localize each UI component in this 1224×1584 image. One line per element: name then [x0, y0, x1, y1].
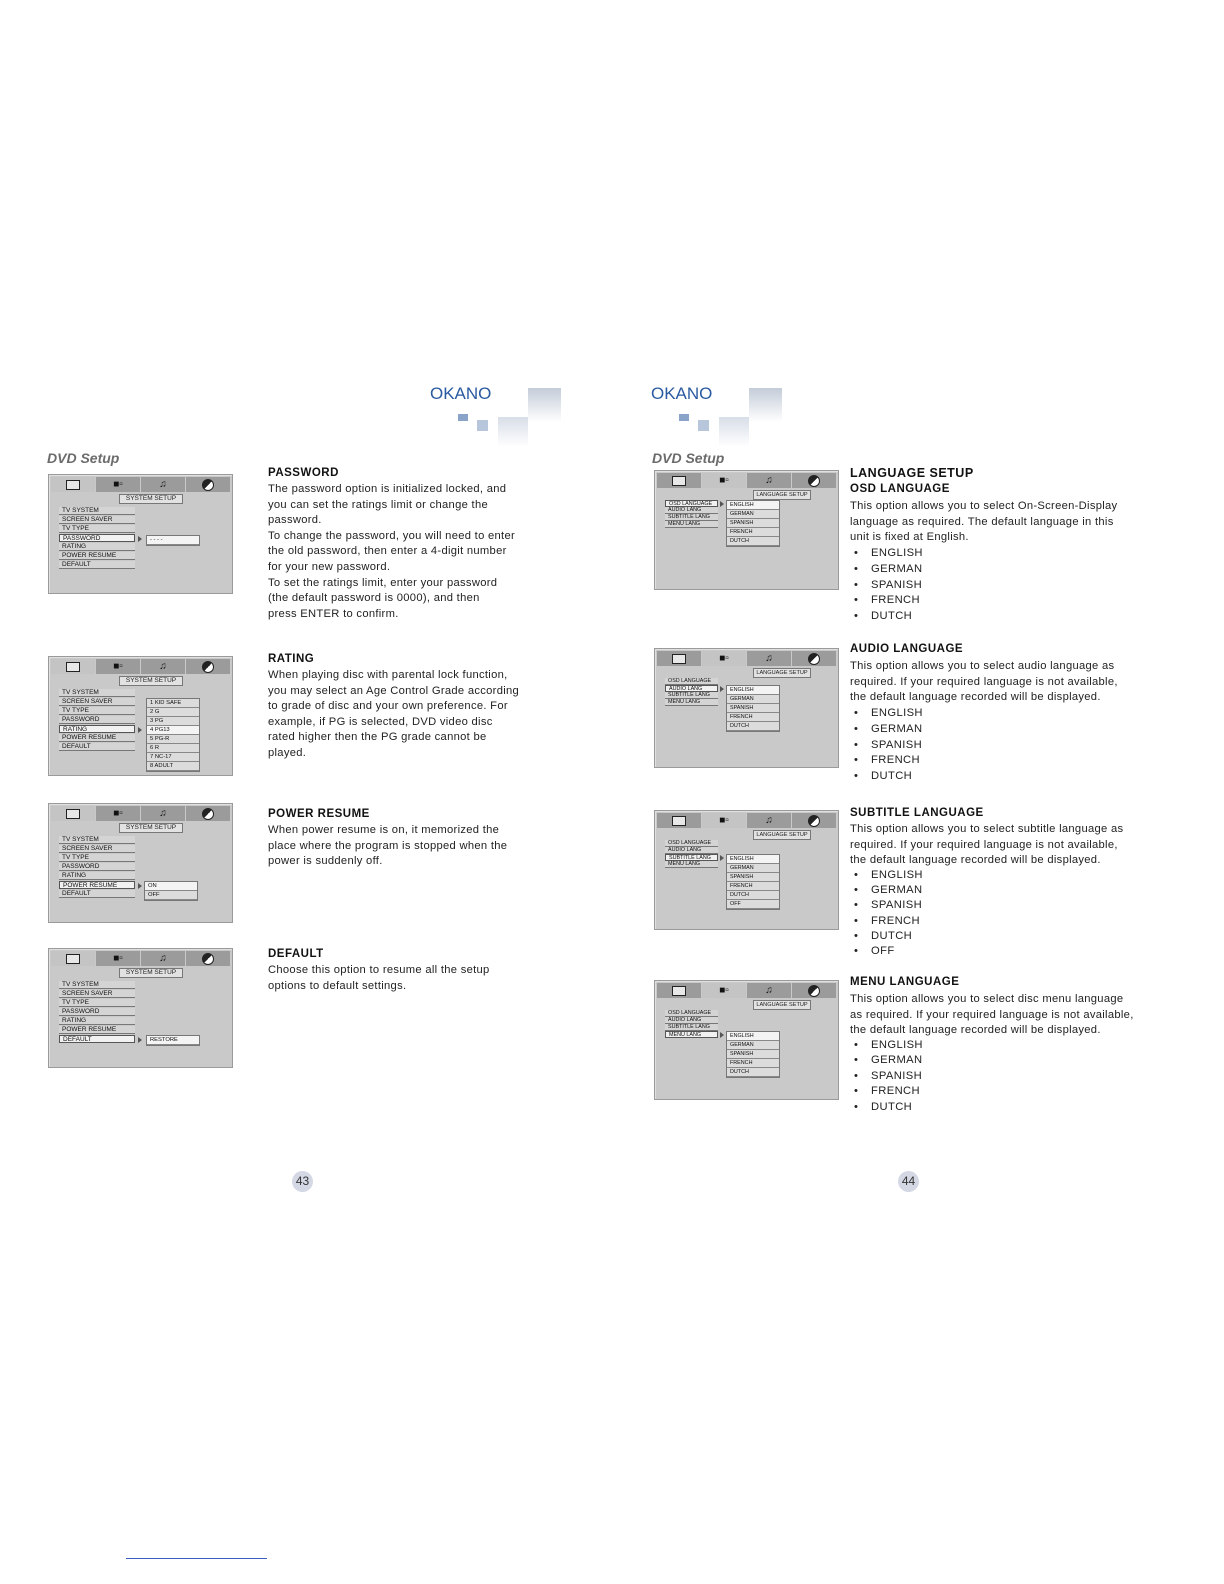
option: 1 KID SAFE: [147, 699, 199, 708]
text-line: To set the ratings limit, enter your password: [268, 576, 498, 589]
power-resume-text: [268, 823, 558, 870]
text-line: options to default settings.: [268, 979, 407, 992]
logo-square: [698, 420, 709, 431]
language-options: [726, 1031, 780, 1078]
tab-video: [186, 806, 230, 821]
menu-title: SYSTEM SETUP: [119, 494, 183, 504]
screen-tabs: [657, 813, 836, 828]
option: FRENCH: [727, 713, 779, 722]
password-field: [146, 535, 200, 546]
option: 3 PG: [147, 717, 199, 726]
music-icon: ♫: [765, 814, 773, 826]
section-title-right: DVD Setup: [652, 450, 725, 466]
tab-audio: [747, 651, 792, 666]
screen-audio-language: [654, 648, 839, 768]
list-item: • GERMAN: [850, 883, 923, 898]
menu-item: TV SYSTEM: [59, 981, 135, 989]
contrast-icon: [202, 808, 214, 820]
list-item: • FRENCH: [850, 1084, 923, 1099]
list-item: • SPANISH: [850, 1069, 923, 1084]
logo-square: [679, 414, 689, 421]
text-line: power is suddenly off.: [268, 855, 383, 868]
menu-item: MENU LANG: [665, 521, 718, 528]
logo-square: [498, 417, 528, 447]
screen-tabs: [51, 477, 230, 492]
tab-audio: [141, 477, 186, 492]
tv-icon: [672, 816, 686, 826]
contrast-icon: [202, 953, 214, 965]
list-item: • DUTCH: [850, 769, 923, 785]
menu-text: [850, 992, 1200, 1039]
menu-item: DEFAULT: [59, 561, 135, 569]
tab-audio: [747, 983, 792, 998]
page-number-right: 44: [898, 1171, 919, 1192]
heading-default: DEFAULT: [268, 948, 324, 960]
menu-item: TV TYPE: [59, 525, 135, 533]
list-item: • FRENCH: [850, 593, 923, 609]
text-line: When power resume is on, it memorized the: [268, 824, 500, 836]
menu-title: SYSTEM SETUP: [119, 968, 183, 978]
menu-item: SCREEN SAVER: [59, 990, 135, 998]
menu-item: OSD LANGUAGE: [665, 500, 718, 507]
heading-osd-language: OSD LANGUAGE: [850, 483, 950, 495]
menu-item: DEFAULT: [59, 1035, 135, 1043]
text-line: to grade of disc and your own preference. For: [268, 700, 508, 713]
menu-item: RATING: [59, 725, 135, 733]
screen-tabs: [657, 473, 836, 488]
menu-item: MENU LANG: [665, 699, 718, 706]
tab-audio: [747, 473, 792, 488]
list-item: • ENGLISH: [850, 1038, 923, 1053]
tab-language: [702, 651, 747, 666]
logo-square: [458, 414, 468, 421]
tab-language: [96, 659, 141, 674]
logo-square: [749, 388, 782, 422]
selection-arrow: [720, 855, 724, 861]
menu-item: MENU LANG: [665, 861, 718, 868]
screen-tabs: [51, 951, 230, 966]
menu-item: MENU LANG: [665, 1031, 718, 1038]
menu-item: TV TYPE: [59, 999, 135, 1007]
heading-password: PASSWORD: [268, 467, 339, 479]
option: 8 ADULT: [147, 762, 199, 771]
text-line: the default language recorded will be displayed.: [850, 854, 1101, 867]
menu-item: SCREEN SAVER: [59, 845, 135, 853]
text-line: press ENTER to confirm.: [268, 607, 399, 620]
text-line: language as required. The default language in this: [850, 515, 1114, 528]
page-number-left: 43: [292, 1171, 313, 1192]
selection-arrow: [720, 1032, 724, 1038]
option: FRENCH: [727, 882, 779, 891]
person-icon: ■▫: [719, 984, 729, 996]
contrast-icon: [202, 479, 214, 491]
tab-language: [702, 983, 747, 998]
person-icon: ■▫: [113, 478, 123, 490]
selection-arrow: [138, 883, 142, 889]
menu-title: LANGUAGE SETUP: [753, 1000, 811, 1010]
tab-system: [657, 473, 702, 488]
tv-icon: [672, 986, 686, 996]
menu-item: TV TYPE: [59, 707, 135, 715]
text-line: the default language recorded will be displayed.: [850, 691, 1101, 704]
osd-text: [850, 499, 1180, 546]
menu-item: OSD LANGUAGE: [665, 678, 718, 685]
option: ON: [145, 882, 197, 891]
text-line: This option allows you to select On-Screen-Display: [850, 500, 1118, 512]
default-text: [268, 963, 558, 994]
person-icon: ■▫: [113, 807, 123, 819]
list-item: • DUTCH: [850, 929, 923, 944]
option: 6 R: [147, 744, 199, 753]
tv-icon: [66, 662, 80, 672]
menu-language-list: [850, 1038, 923, 1115]
language-options: [726, 500, 780, 547]
tab-audio: [141, 659, 186, 674]
logo-left: [430, 384, 565, 450]
music-icon: ♫: [765, 652, 773, 664]
brand-logo-text: OKANO: [430, 384, 492, 403]
contrast-icon: [808, 475, 820, 487]
selection-arrow: [138, 1037, 142, 1043]
menu-title: SYSTEM SETUP: [119, 676, 183, 686]
person-icon: ■▫: [719, 814, 729, 826]
menu-item: TV SYSTEM: [59, 836, 135, 844]
list-item: • FRENCH: [850, 753, 923, 769]
screen-password: [48, 474, 233, 594]
selection-arrow: [720, 501, 724, 507]
text-line: example, if PG is selected, DVD video disc: [268, 715, 493, 728]
menu-item: RATING: [59, 543, 135, 551]
tab-system: [51, 659, 96, 674]
option: OFF: [145, 891, 197, 900]
tab-audio: [747, 813, 792, 828]
logo-square: [719, 417, 749, 447]
menu-item: SUBTITLE LANG: [665, 854, 718, 861]
menu-item: SUBTITLE LANG: [665, 692, 718, 699]
option: OFF: [727, 900, 779, 909]
osd-language-list: [850, 546, 923, 625]
option: 7 NC-17: [147, 753, 199, 762]
option: 2 G: [147, 708, 199, 717]
text-line: The password option is initialized locked, and: [268, 483, 507, 495]
tab-language: [702, 473, 747, 488]
music-icon: ♫: [159, 807, 167, 819]
person-icon: ■▫: [719, 652, 729, 664]
tab-system: [51, 477, 96, 492]
tab-language: [702, 813, 747, 828]
option: ENGLISH: [727, 855, 779, 864]
option: 5 PG-R: [147, 735, 199, 744]
contrast-icon: [808, 653, 820, 665]
text-line: rated higher then the PG grade cannot be: [268, 731, 487, 744]
menu-item: RATING: [59, 1017, 135, 1025]
option: SPANISH: [727, 1050, 779, 1059]
heading-menu-language: MENU LANGUAGE: [850, 976, 960, 988]
power-options: [144, 881, 198, 901]
subtitle-language-list: [850, 868, 923, 959]
option: SPANISH: [727, 873, 779, 882]
person-icon: ■▫: [113, 952, 123, 964]
heading-subtitle-language: SUBTITLE LANGUAGE: [850, 807, 984, 819]
language-options: [726, 854, 780, 910]
tab-system: [657, 983, 702, 998]
tab-audio: [141, 951, 186, 966]
text-line: required. If your required language is not available,: [850, 675, 1118, 688]
menu-item: AUDIO LANG: [665, 847, 718, 854]
tab-video: [792, 473, 836, 488]
option: DUTCH: [727, 537, 779, 546]
list-item: • ENGLISH: [850, 868, 923, 883]
menu-item: PASSWORD: [59, 534, 135, 542]
screen-subtitle-language: [654, 810, 839, 930]
screen-menu-language: [654, 980, 839, 1100]
tab-audio: [141, 806, 186, 821]
heading-language-setup: LANGUAGE SETUP: [850, 466, 974, 480]
rating-text: [268, 668, 558, 762]
list-item: • FRENCH: [850, 914, 923, 929]
menu-item: SUBTITLE LANG: [665, 514, 718, 521]
menu-item: PASSWORD: [59, 716, 135, 724]
password-text: [268, 482, 558, 622]
menu-item: PASSWORD: [59, 1008, 135, 1016]
menu-item: PASSWORD: [59, 863, 135, 871]
music-icon: ♫: [159, 478, 167, 490]
tab-video: [186, 659, 230, 674]
list-item: • ENGLISH: [850, 546, 923, 562]
menu-item: POWER RESUME: [59, 734, 135, 742]
tab-language: [96, 951, 141, 966]
text-line: Choose this option to resume all the setup: [268, 964, 490, 976]
list-item: • SPANISH: [850, 898, 923, 913]
option: ENGLISH: [727, 686, 779, 695]
rating-options: [146, 698, 200, 772]
list-item: • OFF: [850, 944, 923, 959]
tab-video: [792, 983, 836, 998]
contrast-icon: [808, 815, 820, 827]
heading-power-resume: POWER RESUME: [268, 808, 370, 820]
menu-title: LANGUAGE SETUP: [753, 490, 811, 500]
text-line: as required. If your required language is not available,: [850, 1008, 1134, 1021]
tab-video: [186, 951, 230, 966]
language-options: [726, 685, 780, 732]
music-icon: ♫: [159, 660, 167, 672]
menu-item: TV TYPE: [59, 854, 135, 862]
selection-arrow: [138, 727, 142, 733]
text-line: (the default password is 0000), and then: [268, 592, 480, 605]
menu-item: POWER RESUME: [59, 1026, 135, 1034]
menu-title: LANGUAGE SETUP: [753, 668, 811, 678]
text-line: you may select an Age Control Grade according: [268, 684, 520, 697]
screen-rating: [48, 656, 233, 776]
option: SPANISH: [727, 519, 779, 528]
text-line: To change the password, you will need to enter: [268, 529, 516, 542]
tab-video: [792, 651, 836, 666]
selection-arrow: [138, 536, 142, 542]
option: DUTCH: [727, 722, 779, 731]
text-line: This option allows you to select disc menu language: [850, 993, 1124, 1005]
screen-tabs: [51, 659, 230, 674]
option: SPANISH: [727, 704, 779, 713]
audio-language-list: [850, 706, 923, 785]
contrast-icon: [202, 661, 214, 673]
tv-icon: [66, 480, 80, 490]
password-dots: - - - -: [147, 536, 199, 545]
tab-video: [792, 813, 836, 828]
option: GERMAN: [727, 864, 779, 873]
heading-rating: RATING: [268, 653, 315, 665]
menu-item: DEFAULT: [59, 890, 135, 898]
default-options: [146, 1035, 200, 1046]
list-item: • GERMAN: [850, 722, 923, 738]
screen-tabs: [657, 651, 836, 666]
music-icon: ♫: [159, 952, 167, 964]
list-item: • DUTCH: [850, 1100, 923, 1115]
menu-title: LANGUAGE SETUP: [753, 830, 811, 840]
menu-item: AUDIO LANG: [665, 1017, 718, 1024]
text-line: This option allows you to select audio language as: [850, 660, 1115, 672]
menu-item: TV SYSTEM: [59, 689, 135, 697]
logo-square: [477, 420, 488, 431]
tab-system: [51, 951, 96, 966]
tv-icon: [66, 809, 80, 819]
logo-right: [651, 384, 786, 450]
text-line: you can set the ratings limit or change the: [268, 498, 488, 511]
option: GERMAN: [727, 695, 779, 704]
list-item: • SPANISH: [850, 578, 923, 594]
list-item: • SPANISH: [850, 738, 923, 754]
tab-language: [96, 806, 141, 821]
text-line: unit is fixed at English.: [850, 531, 969, 544]
tv-icon: [672, 654, 686, 664]
menu-item: OSD LANGUAGE: [665, 840, 718, 847]
menu-item: SCREEN SAVER: [59, 698, 135, 706]
screen-power-resume: [48, 803, 233, 923]
subtitle-text: [850, 822, 1190, 869]
tv-icon: [66, 954, 80, 964]
text-line: When playing disc with parental lock function,: [268, 669, 508, 681]
screen-tabs: [51, 806, 230, 821]
option: ENGLISH: [727, 1032, 779, 1041]
option: DUTCH: [727, 891, 779, 900]
menu-item: OSD LANGUAGE: [665, 1010, 718, 1017]
heading-audio-language: AUDIO LANGUAGE: [850, 643, 964, 655]
text-line: played.: [268, 746, 307, 759]
music-icon: ♫: [765, 474, 773, 486]
screen-default: [48, 948, 233, 1068]
contrast-icon: [808, 985, 820, 997]
section-title-left: DVD Setup: [47, 450, 120, 466]
menu-item: SCREEN SAVER: [59, 516, 135, 524]
selection-arrow: [720, 686, 724, 692]
tab-language: [96, 477, 141, 492]
text-line: This option allows you to select subtitle language as: [850, 823, 1124, 835]
option: FRENCH: [727, 528, 779, 537]
option: DUTCH: [727, 1068, 779, 1077]
option: FRENCH: [727, 1059, 779, 1068]
audio-text: [850, 659, 1190, 706]
tab-system: [657, 813, 702, 828]
menu-item: RATING: [59, 872, 135, 880]
option: GERMAN: [727, 1041, 779, 1050]
tab-video: [186, 477, 230, 492]
person-icon: ■▫: [719, 474, 729, 486]
tab-system: [657, 651, 702, 666]
footer-divider: [126, 1558, 267, 1559]
list-item: • GERMAN: [850, 562, 923, 578]
option: ENGLISH: [727, 501, 779, 510]
option: 4 PG13: [147, 726, 199, 735]
text-line: place where the program is stopped when the: [268, 839, 508, 852]
option: RESTORE: [147, 1036, 199, 1045]
menu-item: POWER RESUME: [59, 552, 135, 560]
menu-item: POWER RESUME: [59, 881, 135, 889]
option: GERMAN: [727, 510, 779, 519]
tv-icon: [672, 476, 686, 486]
music-icon: ♫: [765, 984, 773, 996]
menu-item: AUDIO LANG: [665, 507, 718, 514]
text-line: for your new password.: [268, 560, 391, 573]
menu-item: DEFAULT: [59, 743, 135, 751]
menu-item: SUBTITLE LANG: [665, 1024, 718, 1031]
list-item: • GERMAN: [850, 1053, 923, 1068]
logo-square: [528, 388, 561, 422]
tab-system: [51, 806, 96, 821]
menu-title: SYSTEM SETUP: [119, 823, 183, 833]
screen-tabs: [657, 983, 836, 998]
menu-item: AUDIO LANG: [665, 685, 718, 692]
text-line: password.: [268, 514, 322, 527]
text-line: the old password, then enter a 4-digit number: [268, 545, 507, 558]
list-item: • DUTCH: [850, 609, 923, 625]
text-line: the default language recorded will be displayed.: [850, 1024, 1101, 1037]
screen-osd-language: [654, 470, 839, 590]
list-item: • ENGLISH: [850, 706, 923, 722]
person-icon: ■▫: [113, 660, 123, 672]
text-line: required. If your required language is not available,: [850, 838, 1118, 851]
brand-logo-text: OKANO: [651, 384, 713, 403]
menu-item: TV SYSTEM: [59, 507, 135, 515]
